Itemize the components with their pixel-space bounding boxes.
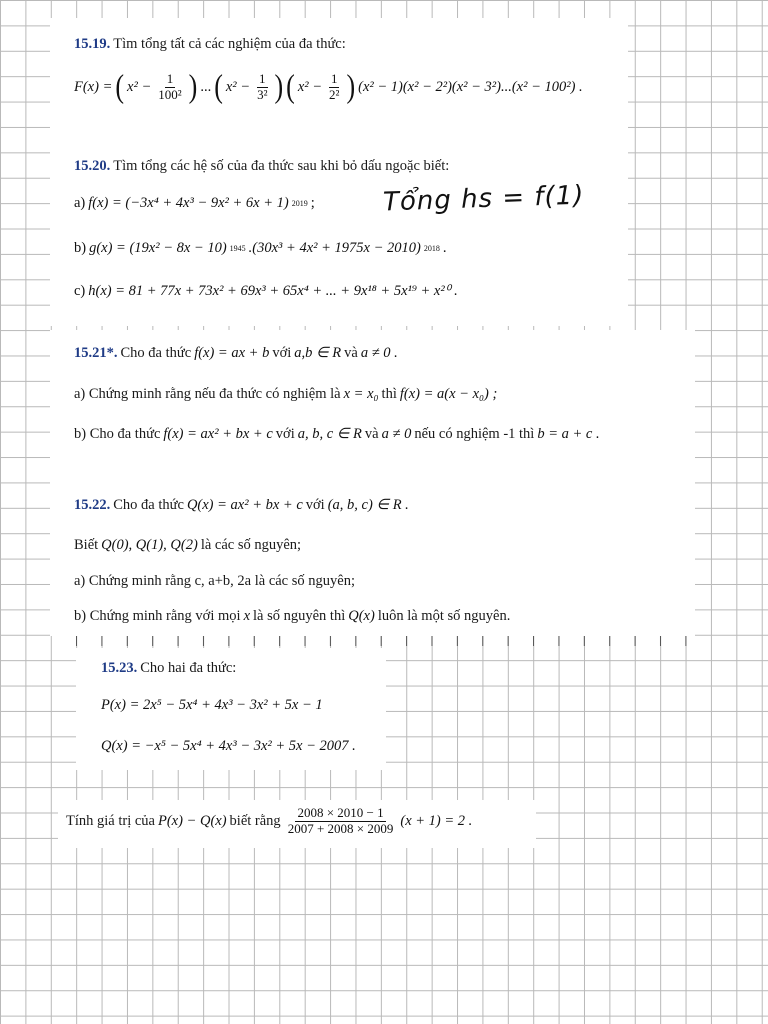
- denominator: 3²: [257, 86, 268, 102]
- word: Biết: [74, 537, 99, 553]
- problem-15-21-heading: [74, 345, 398, 362]
- numerator: 2008 × 2010 − 1: [297, 805, 384, 820]
- fraction: [156, 72, 183, 103]
- formula: x: [243, 608, 250, 624]
- formula-F: [74, 68, 583, 105]
- problem-15-22-heading: [74, 497, 409, 514]
- problem-text: Tìm tổng tất cả các nghiệm của đa thức:: [113, 36, 346, 52]
- problem-text: Cho đa thức: [113, 497, 184, 513]
- word: và: [344, 345, 358, 361]
- item-text: luôn là một số nguyên.: [377, 608, 511, 624]
- paren: (: [214, 68, 223, 105]
- formula: Q(x): [348, 608, 375, 624]
- fraction: [327, 72, 341, 103]
- formula: f(x) = a(x − x₀) ;: [399, 386, 498, 402]
- formula: g(x) = (19x² − 8x − 10): [89, 240, 227, 256]
- formula-lhs: F(x) =: [74, 78, 113, 95]
- item-text: là số nguyên thì: [253, 608, 346, 624]
- formula: (x + 1) = 2 .: [400, 812, 473, 829]
- word: với: [305, 497, 325, 513]
- formula: f(x) = ax² + bx + c: [163, 426, 273, 442]
- formula-rest: (x² − 1)(x² − 2²)(x² − 3²)...(x² − 100²) .: [358, 78, 583, 95]
- factor-text: x² −: [225, 78, 251, 95]
- formula: a, b, c ∈ R: [297, 426, 362, 442]
- ellipsis: ...: [200, 78, 212, 95]
- tick-marks: [76, 636, 688, 646]
- formula: P(x) = 2x⁵ − 5x⁴ + 4x³ − 3x² + 5x − 1: [101, 697, 323, 713]
- formula: a ≠ 0 .: [360, 345, 398, 361]
- paren: (: [286, 68, 295, 105]
- formula: (a, b, c) ∈ R .: [327, 497, 409, 513]
- question-line: [66, 806, 472, 837]
- formula: Q(x) = −x⁵ − 5x⁴ + 4x³ − 3x² + 5x − 2007 .: [101, 738, 356, 754]
- item-text: b) Cho đa thức: [74, 426, 161, 442]
- formula: b = a + c .: [537, 426, 600, 442]
- denominator: 2007 + 2008 × 2009: [287, 820, 394, 836]
- item-text: là các số nguyên;: [200, 537, 302, 553]
- problem-number: 15.23.: [101, 660, 138, 676]
- panel-middle: [50, 330, 695, 636]
- word: và: [364, 426, 379, 442]
- given-line: [74, 537, 301, 554]
- fraction: [255, 72, 269, 103]
- problem-number: 15.20.: [74, 158, 111, 174]
- formula: f(x) = (−3x⁴ + 4x³ − 9x² + 6x + 1): [88, 195, 289, 211]
- factor-text: x² −: [127, 78, 152, 95]
- problem-text: Cho hai đa thức:: [140, 660, 237, 676]
- item-b: b) g(x) = (19x² − 8x − 10) 1945 .(30x³ + 4x² + 1975x − 2010) 2018 .: [74, 240, 447, 256]
- item-b: [74, 608, 510, 625]
- punct: ;: [310, 195, 315, 211]
- word: với: [275, 426, 295, 442]
- word: với: [272, 345, 292, 361]
- item-b: [74, 426, 600, 443]
- formula: Q(x) = ax² + bx + c: [186, 497, 303, 513]
- denominator: 2²: [329, 86, 340, 102]
- item-a: [74, 573, 355, 590]
- item-c: [74, 283, 458, 300]
- formula: P(x) − Q(x): [157, 812, 227, 829]
- numerator: 1: [259, 71, 266, 86]
- problem-15-19-heading: [74, 36, 346, 53]
- item-a: [74, 386, 497, 403]
- word: thì: [381, 386, 397, 402]
- handwritten-note: Tổng hs = f(1): [382, 180, 585, 218]
- formula-P: [101, 697, 323, 714]
- denominator: 100²: [158, 86, 182, 102]
- item-text: a) Chứng minh rằng nếu đa thức có nghiệm là: [74, 386, 341, 402]
- problem-15-23-heading: [101, 660, 236, 677]
- numerator: 1: [166, 71, 174, 86]
- formula: h(x) = 81 + 77x + 73x² + 69x³ + 65x⁴ + ... + 9x¹⁸ + 5x¹⁹ + x²⁰ .: [88, 283, 458, 299]
- formula: x = x₀: [343, 386, 379, 402]
- problem-number: 15.19.: [74, 36, 111, 52]
- formula: a,b ∈ R: [294, 345, 342, 361]
- item-text: a) Chứng minh rằng c, a+b, 2a là các số nguyên;: [74, 573, 355, 589]
- item-label: b): [74, 240, 87, 256]
- formula: .(30x³ + 4x² + 1975x − 2010): [248, 240, 421, 256]
- item-text: Tính giá trị của: [66, 812, 155, 829]
- problem-number: 15.22.: [74, 497, 111, 513]
- item-label: c): [74, 283, 86, 299]
- problem-text: Tìm tổng các hệ số của đa thức sau khi bỏ dấu ngoặc biết:: [113, 158, 450, 174]
- item-a: a) f(x) = (−3x⁴ + 4x³ − 9x² + 6x + 1) 2019 ;: [74, 195, 315, 211]
- paren: ): [346, 68, 356, 105]
- problem-15-20-heading: [74, 158, 449, 175]
- item-text: biết rằng: [229, 812, 281, 829]
- item-label: a): [74, 195, 86, 211]
- paren: (: [115, 68, 125, 105]
- punct: .: [442, 240, 447, 256]
- paren: ): [188, 68, 198, 105]
- numerator: 1: [330, 71, 338, 86]
- fraction: [286, 806, 396, 837]
- formula: a ≠ 0: [381, 426, 412, 442]
- factor-text: x² −: [297, 78, 323, 95]
- item-text: b) Chứng minh rằng với mọi: [74, 608, 241, 624]
- problem-text: Cho đa thức: [120, 345, 192, 361]
- problem-number: 15.21*.: [74, 345, 118, 361]
- paren: ): [274, 68, 284, 105]
- formula: Q(0), Q(1), Q(2): [101, 537, 198, 553]
- item-text: nếu có nghiệm -1 thì: [414, 426, 535, 442]
- formula: f(x) = ax + b: [194, 345, 270, 361]
- formula-Q: [101, 738, 356, 755]
